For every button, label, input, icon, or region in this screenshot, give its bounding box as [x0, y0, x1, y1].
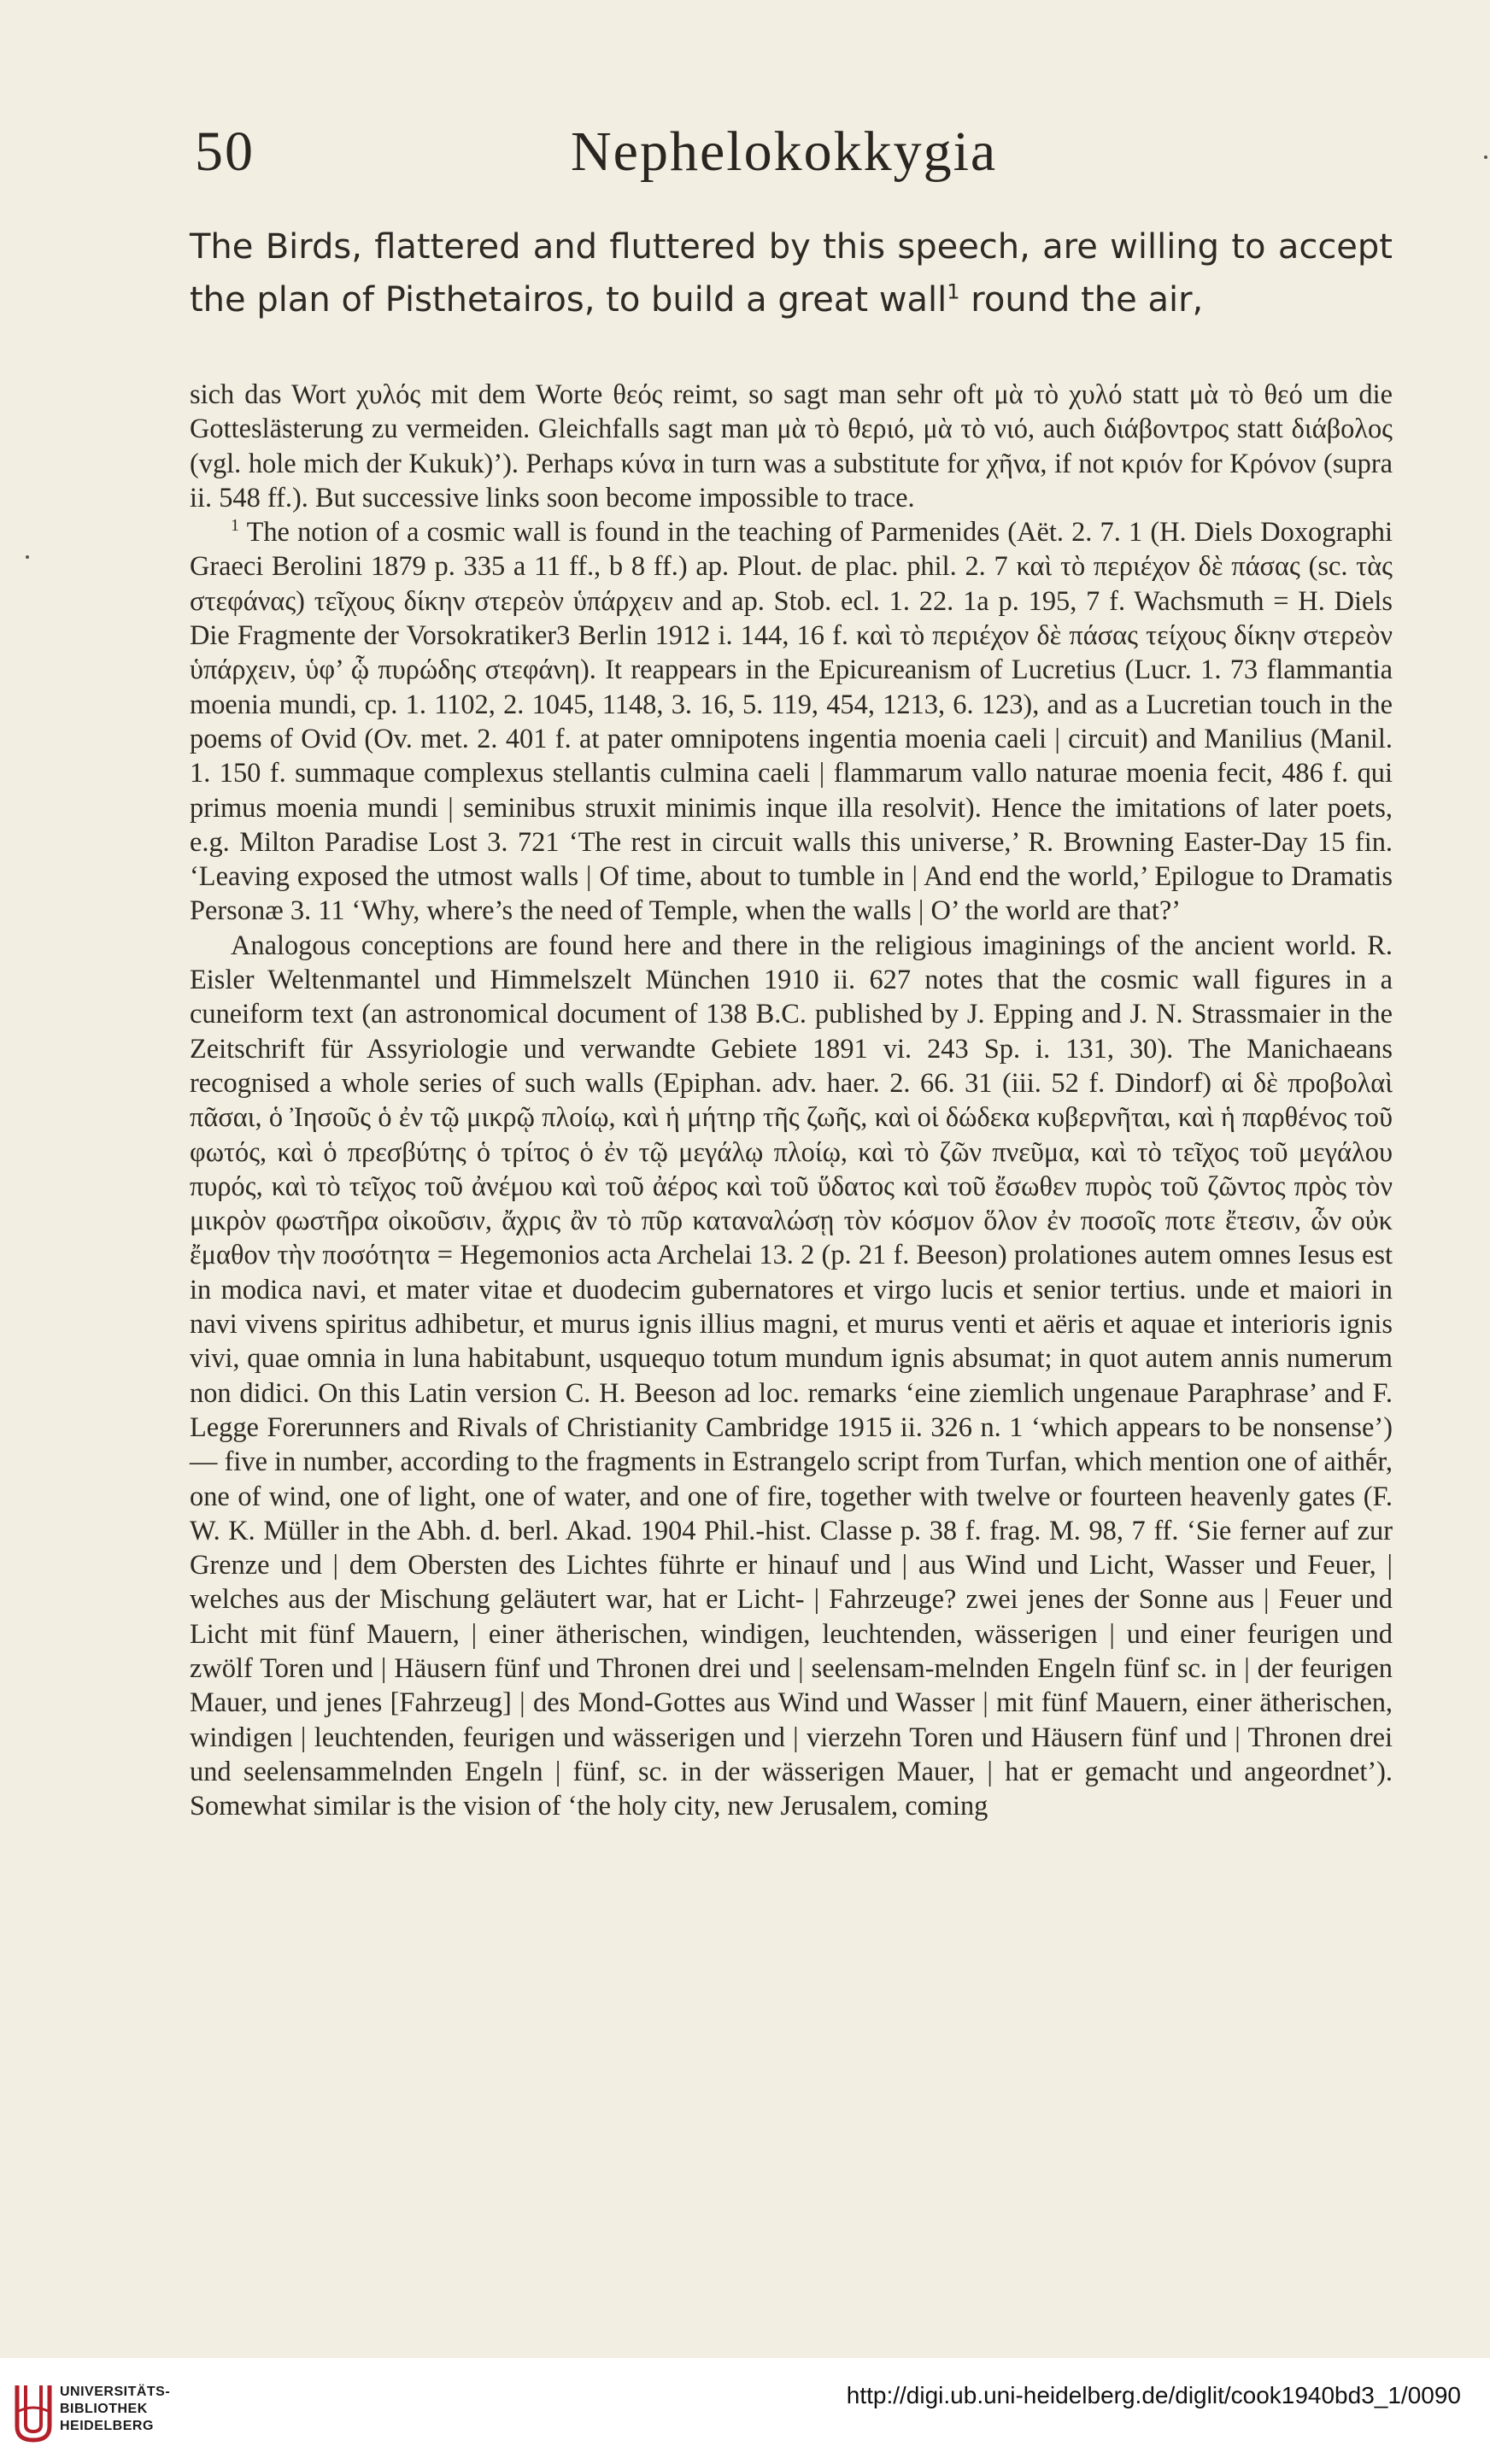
- main-text-line-2a: accept the plan of Pisthetairos, to build a great wall: [190, 227, 1393, 320]
- page-header: [195, 120, 1391, 188]
- footnote-1-text: The notion of a cosmic wall is found in the teaching of Parmenides (Aët. 2. 7. 1 (H. Diels Doxographi Graeci Berolini 1879 p. 335 a 11 ff., b 8 ff.) ap. Plout. de plac. phil. 2. 7 καὶ τὸ περιέχον δὲ πάσας (sc. τὰς στεφάνας) τεῖχους δίκην στερεὸν ὑπάρχειν and ap. Stob. ecl. 1. 22. 1a p. 195, 7 f. Wachsmuth = H. Diels Die Fragmente der Vorsokratiker3 Berlin 1912 i. 144, 16 f. καὶ τὸ περιέχον δὲ πάσας τείχους δίκην στερεὸν ὑπάρχειν, ὑφ’ ᾧ πυρώδης στεφάνη). It reappears in the Epicureanism of Lucretius (Lucr. 1. 73 flammantia moenia mundi, cp. 1. 1102, 2. 1045, 1148, 3. 16, 5. 119, 454, 1213, 6. 123), and as a Lucretian touch in the poems of Ovid (Ov. met. 2. 401 f. at pater omnipotens ingentia moenia caeli | circuit) and Manilius (Manil. 1. 150 f. summaque complexus stellantis culmina caeli | flammarum vallo naturae moenia fecit, 486 f. qui primus moenia mundi | seminibus struxit minimis inque illa resolvit). Hence the imitations of later poets, e.g. Milton Paradise Lost 3. 721 ‘The rest in circuit walls this universe,’ R. Browning Easter-Day 15 fin. ‘Leaving exposed the utmost walls | Of time, about to tumble in | And end the world,’ Epilogue to Dramatis Personæ 3. 11 ‘Why, where’s the need of Temple, when the walls | O’ the world are that?’: [190, 517, 1393, 927]
- footnote-paragraph: Analogous conceptions are found here and there in the religious imaginings of the ancient world. R. Eisler Weltenmantel und Himmelszelt München 1910 ii. 627 notes that the cosmic wall figures in a cuneiform text (an astronomical document of 138 B.C. published by J. Epping and J. N. Strassmaier in the Zeitschrift für Assyriologie und verwandte Gebiete 1891 vi. 243 Sp. i. 131, 30). The Manichaeans recognised a whole series of such walls (Epiphan. adv. haer. 2. 66. 31 (iii. 52 f. Dindorf) αἱ δὲ προβολαὶ πᾶσαι, ὁ Ἰησοῦς ὁ ἐν τῷ μικρῷ πλοίῳ, καὶ ἡ μήτηρ τῆς ζωῆς, καὶ οἱ δώδεκα κυβερνῆται, καὶ ἡ παρθένος τοῦ φωτός, καὶ ὁ πρεσβύτης ὁ τρίτος ὁ ἐν τῷ μεγάλῳ πλοίῳ, καὶ τὸ ζῶν πνεῦμα, καὶ τὸ τεῖχος τοῦ μεγάλου πυρός, καὶ τὸ τεῖχος τοῦ ἀνέμου καὶ τοῦ ἀέρος καὶ τοῦ ὕδατος καὶ τοῦ ἔσωθεν πυρὸς τοῦ ζῶντος πρὸς τὸν μικρὸν φωστῆρα οἰκοῦσιν, ἄχρις ἂν τὸ πῦρ καταναλώσῃ τὸν κόσμον ὅλον ἐν ποσοῖς ποτε ἔτεσιν, ὧν οὐκ ἔμαθον τὴν ποσότητα = Hegemonios acta Archelai 13. 2 (p. 21 f. Beeson) prolationes autem omnes Iesus est in modica navi, et mater vitae et duodecim gubernatores et virgo lucis et senior tertius. unde et maiori in navi vivens spiritus adhibetur, et murus ignis illius magni, et murus venti et aëris et aquae et interioris ignis vivi, quae omnia in luna habitabunt, usquequo totum mundum ignis absumat; in quot autem annis numerum non didici. On this Latin version C. H. Beeson ad loc. remarks ‘eine ziemlich ungenaue Paraphrase’ and F. Legge Forerunners and Rivals of Christianity Cambridge 1915 ii. 326 n. 1 ‘which appears to be nonsense’)— five in number, according to the fragments in Estrangelo script from Turfan, which mention one of aithḗr, one of wind, one of light, one of water, and one of fire, together with twelve or fourteen heavenly gates (F. W. K. Müller in the Abh. d. berl. Akad. 1904 Phil.-hist. Classe p. 38 f. frag. M. 98, 7 ff. ‘Sie ferner auf zur Grenze und | dem Obersten des Lichtes führte er hinauf und | aus Wind und Licht, Wasser und Feuer, | welches aus der Mischung geläutert war, hat er Licht- | Fahrzeuge? zwei jenes der Sonne aus | Feuer und Licht mit fünf Mauern, | einer ätherischen, windigen, leuchtenden, wässerigen | und einer feurigen und zwölf Toren und | Häusern fünf und Thronen drei und | seelensam-melnden Engeln fünf sc. in | der feurigen Mauer, und jenes [Fahrzeug] | des Mond-Gottes aus Wind und Wasser | mit fünf Mauern, einer ätherischen, windigen | leuchtenden, feurigen und wässerigen und | vierzehn Toren und Häusern fünf und | Thronen drei und seelensammelnden Engeln | fünf, sc. in der wässerigen Mauer, | hat er gemacht und angeordnet’). Somewhat similar is the vision of ‘the holy city, new Jerusalem, coming: [190, 930, 1393, 1822]
- library-name: [60, 2384, 170, 2435]
- footnote-continuation: sich das Wort χυλός mit dem Worte θεός reimt, so sagt man sehr oft μὰ τὸ χυλό statt μὰ τὸ θεό um die Gotteslästerung zu vermeiden. Gleichfalls sagt man μὰ τὸ θεριό, μὰ τὸ νιό, auch διάβοντρος statt διάβολος (vgl. hole mich der Kukuk)’). Perhaps κύνα in turn was a substitute for χῆνα, if not κριόν for Κρόνον (supra ii. 548 ff.). But successive links soon become impossible to trace.: [190, 379, 1393, 513]
- viewer-footer: [0, 2358, 1490, 2464]
- footnote-reference: 1: [947, 279, 960, 304]
- ub-heidelberg-logo-icon: [12, 2379, 55, 2447]
- library-name-line-3: HEIDELBERG: [60, 2419, 154, 2433]
- scan-speck: [1484, 155, 1487, 159]
- library-logo[interactable]: [12, 2370, 217, 2452]
- library-name-line-1: UNIVERSITÄTS-: [60, 2385, 171, 2399]
- permalink-url[interactable]: http://digi.ub.uni-heidelberg.de/diglit/cook1940bd3_1/0090: [846, 2382, 1461, 2408]
- library-name-line-2: BIBLIOTHEK: [60, 2402, 148, 2416]
- footnotes: [190, 378, 1393, 1823]
- main-text: [190, 220, 1393, 326]
- main-text-line-2b: round the air,: [959, 280, 1204, 320]
- page-number: 50: [195, 120, 255, 183]
- footnote-1: [190, 515, 1393, 929]
- running-title: Nephelokokkygia: [571, 120, 998, 183]
- footnote-number: 1: [231, 516, 239, 536]
- main-text-line-1: The Birds, flattered and fluttered by this speech, are willing to: [190, 227, 1266, 267]
- scan-speck: [26, 555, 29, 559]
